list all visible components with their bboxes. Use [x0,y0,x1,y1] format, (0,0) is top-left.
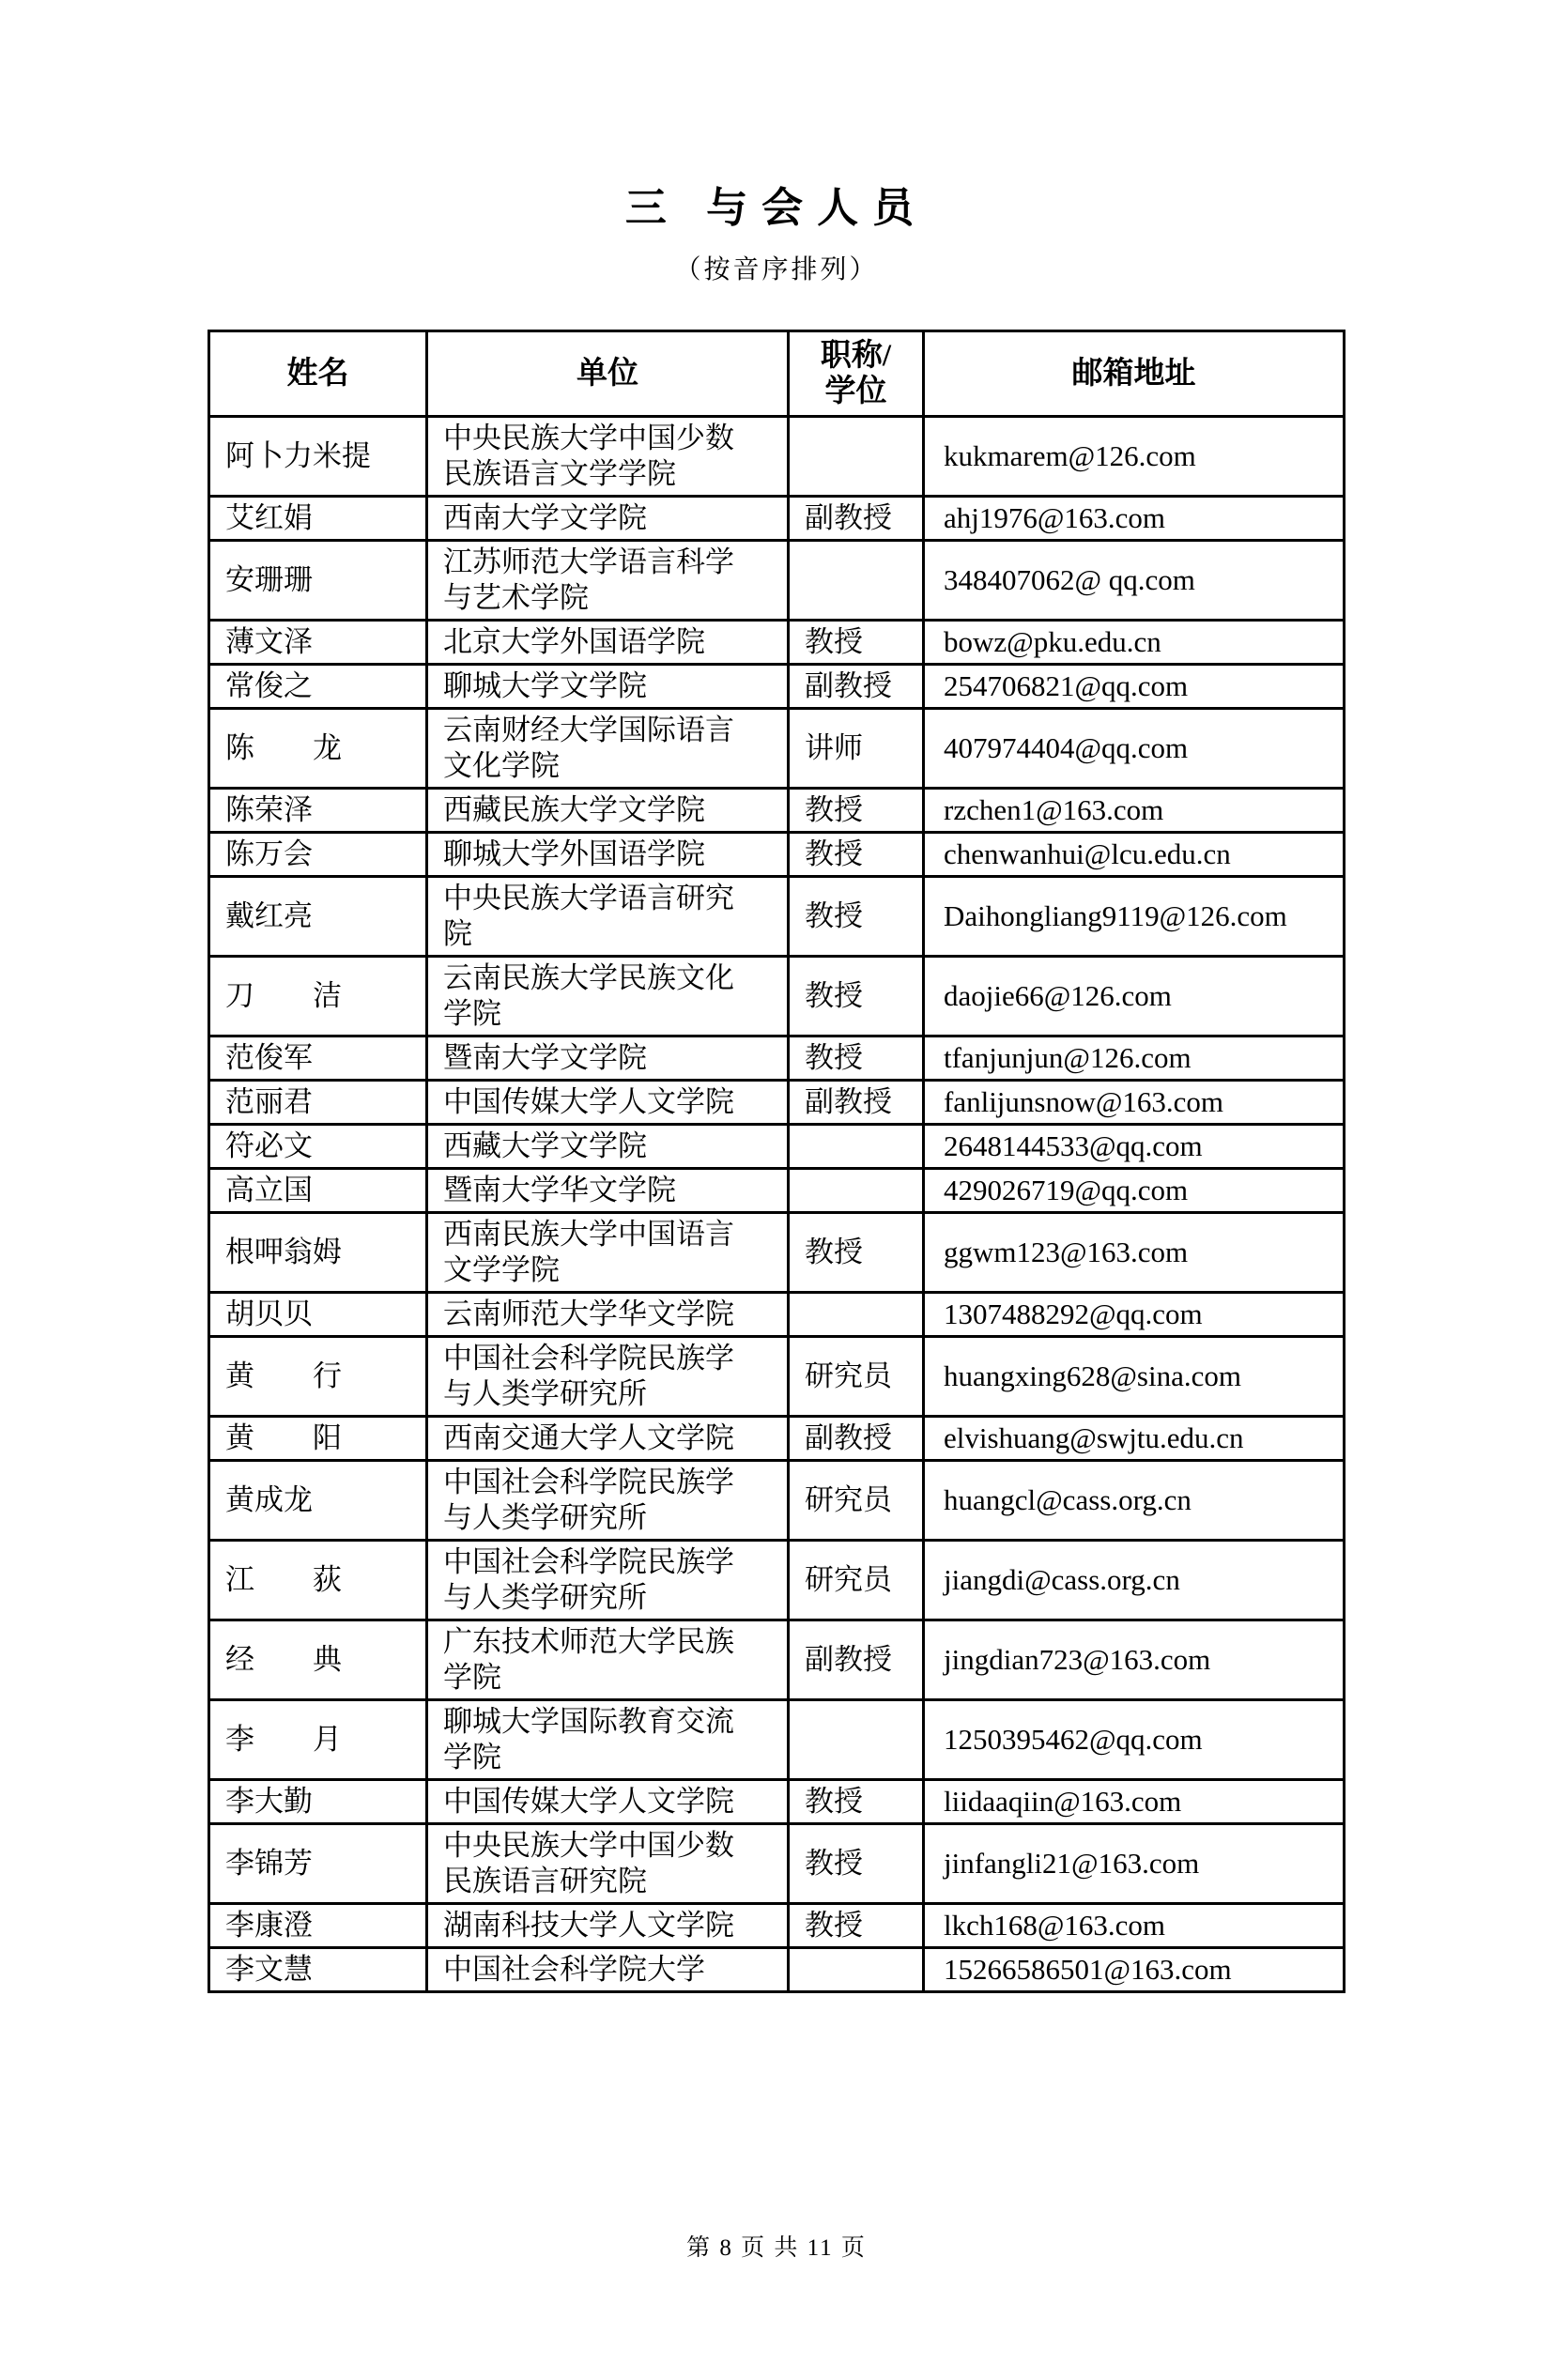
col-header-title-line2: 学位 [824,374,887,408]
attendee-title: 副教授 [789,664,924,708]
table-row [209,1947,1345,1991]
attendee-title: 教授 [789,1779,924,1823]
attendee-title: 副教授 [789,1080,924,1124]
attendee-title: 教授 [789,1823,924,1903]
table-row [209,1080,1345,1124]
attendee-title [789,1168,924,1212]
attendee-title: 教授 [789,1903,924,1947]
attendee-title [789,1292,924,1336]
table-row [209,1416,1345,1460]
attendee-email: tfanjunjun@126.com [924,1036,1345,1080]
table-row [209,1336,1345,1416]
table-row [209,496,1345,540]
attendee-title: 教授 [789,1036,924,1080]
attendee-name: 范俊军 [209,1036,427,1080]
attendee-title: 副教授 [789,1620,924,1699]
table-row [209,1292,1345,1336]
table-row [209,1699,1345,1779]
attendee-email: lkch168@163.com [924,1903,1345,1947]
attendee-email: 429026719@qq.com [924,1168,1345,1212]
attendee-unit: 中央民族大学语言研究院 [427,876,789,956]
attendee-table-body [209,416,1345,1991]
attendee-unit: 北京大学外国语学院 [427,620,789,664]
col-header-email: 邮箱地址 [924,330,1345,416]
attendee-title: 研究员 [789,1540,924,1620]
attendee-email: elvishuang@swjtu.edu.cn [924,1416,1345,1460]
attendee-title [789,540,924,620]
attendee-title: 教授 [789,620,924,664]
table-row [209,540,1345,620]
attendee-unit: 聊城大学外国语学院 [427,832,789,876]
attendee-name: 常俊之 [209,664,427,708]
table-row [209,1620,1345,1699]
attendee-title [789,1947,924,1991]
attendee-name: 李 月 [209,1699,427,1779]
table-row [209,1460,1345,1540]
attendee-unit: 西南民族大学中国语言文学学院 [427,1212,789,1292]
attendee-name: 符必文 [209,1124,427,1168]
col-header-title-degree [789,330,924,416]
attendee-title: 教授 [789,832,924,876]
table-row [209,1124,1345,1168]
attendee-name: 高立国 [209,1168,427,1212]
col-header-name: 姓名 [209,330,427,416]
attendee-unit: 中央民族大学中国少数民族语言文学学院 [427,416,789,496]
attendee-unit: 中国社会科学院民族学与人类学研究所 [427,1336,789,1416]
attendee-email: 1250395462@qq.com [924,1699,1345,1779]
table-row [209,1168,1345,1212]
attendee-email: jinfangli21@163.com [924,1823,1345,1903]
attendee-unit: 中国社会科学院民族学与人类学研究所 [427,1460,789,1540]
attendee-table-header [209,330,1345,416]
attendee-name: 黄 行 [209,1336,427,1416]
page-title: 三 与会人员 [624,185,929,231]
attendee-email: ahj1976@163.com [924,496,1345,540]
attendee-name: 经 典 [209,1620,427,1699]
header-row [209,330,1345,416]
attendee-email: liidaaqiin@163.com [924,1779,1345,1823]
attendee-name: 黄成龙 [209,1460,427,1540]
attendee-name: 陈荣泽 [209,788,427,832]
table-row [209,876,1345,956]
table-row [209,1212,1345,1292]
attendee-title: 副教授 [789,1416,924,1460]
attendee-unit: 云南财经大学国际语言文化学院 [427,708,789,788]
table-row [209,416,1345,496]
table-row [209,1823,1345,1903]
attendee-email: 348407062@ qq.com [924,540,1345,620]
attendee-name: 江 荻 [209,1540,427,1620]
attendee-title: 研究员 [789,1460,924,1540]
attendee-name: 李康澄 [209,1903,427,1947]
attendee-unit: 中国社会科学院大学 [427,1947,789,1991]
attendee-email: rzchen1@163.com [924,788,1345,832]
attendee-email: chenwanhui@lcu.edu.cn [924,832,1345,876]
page-number: 第 8 页 共 11 页 [686,2235,867,2261]
attendee-title: 教授 [789,956,924,1036]
table-row [209,664,1345,708]
table-row [209,1540,1345,1620]
attendee-name: 李锦芳 [209,1823,427,1903]
attendee-title [789,1124,924,1168]
page-subtitle: （按音序排列） [674,254,879,284]
attendee-table [208,330,1345,1993]
attendee-name: 戴红亮 [209,876,427,956]
attendee-name: 薄文泽 [209,620,427,664]
table-row [209,1903,1345,1947]
attendee-unit: 湖南科技大学人文学院 [427,1903,789,1947]
attendee-email: jingdian723@163.com [924,1620,1345,1699]
attendee-name: 根呷翁姆 [209,1212,427,1292]
attendee-unit: 西南大学文学院 [427,496,789,540]
attendee-email: ggwm123@163.com [924,1212,1345,1292]
attendee-unit: 云南民族大学民族文化学院 [427,956,789,1036]
attendee-unit: 聊城大学文学院 [427,664,789,708]
attendee-name: 李文慧 [209,1947,427,1991]
attendee-email: daojie66@126.com [924,956,1345,1036]
attendee-email: fanlijunsnow@163.com [924,1080,1345,1124]
attendee-unit: 中央民族大学中国少数民族语言研究院 [427,1823,789,1903]
attendee-name: 范丽君 [209,1080,427,1124]
table-row [209,1036,1345,1080]
table-row [209,956,1345,1036]
attendee-email: Daihongliang9119@126.com [924,876,1345,956]
col-header-unit: 单位 [427,330,789,416]
attendee-name: 李大勤 [209,1779,427,1823]
attendee-email: huangxing628@sina.com [924,1336,1345,1416]
attendee-name: 艾红娟 [209,496,427,540]
attendee-title [789,416,924,496]
table-row [209,788,1345,832]
attendee-unit: 中国传媒大学人文学院 [427,1779,789,1823]
attendee-title: 研究员 [789,1336,924,1416]
table-row [209,620,1345,664]
attendee-title: 教授 [789,788,924,832]
attendee-unit: 西藏大学文学院 [427,1124,789,1168]
attendee-title: 副教授 [789,496,924,540]
table-row [209,832,1345,876]
attendee-unit: 中国传媒大学人文学院 [427,1080,789,1124]
attendee-email: bowz@pku.edu.cn [924,620,1345,664]
attendee-unit: 西南交通大学人文学院 [427,1416,789,1460]
attendee-unit: 江苏师范大学语言科学与艺术学院 [427,540,789,620]
attendee-name: 安珊珊 [209,540,427,620]
attendee-name: 阿卜力米提 [209,416,427,496]
attendee-name: 胡贝贝 [209,1292,427,1336]
attendee-title: 教授 [789,1212,924,1292]
attendee-unit: 暨南大学华文学院 [427,1168,789,1212]
attendee-email: 1307488292@qq.com [924,1292,1345,1336]
attendee-unit: 中国社会科学院民族学与人类学研究所 [427,1540,789,1620]
attendee-name: 刀 洁 [209,956,427,1036]
attendee-email: 407974404@qq.com [924,708,1345,788]
attendee-name: 陈 龙 [209,708,427,788]
table-row [209,1779,1345,1823]
attendee-email: jiangdi@cass.org.cn [924,1540,1345,1620]
attendee-email: huangcl@cass.org.cn [924,1460,1345,1540]
attendee-email: 2648144533@qq.com [924,1124,1345,1168]
table-row [209,708,1345,788]
attendee-name: 黄 阳 [209,1416,427,1460]
attendee-unit: 聊城大学国际教育交流学院 [427,1699,789,1779]
attendee-email: 254706821@qq.com [924,664,1345,708]
attendee-title: 讲师 [789,708,924,788]
attendee-title: 教授 [789,876,924,956]
attendee-unit: 西藏民族大学文学院 [427,788,789,832]
attendee-name: 陈万会 [209,832,427,876]
attendee-email: 15266586501@163.com [924,1947,1345,1991]
attendee-title [789,1699,924,1779]
attendee-unit: 暨南大学文学院 [427,1036,789,1080]
attendee-unit: 云南师范大学华文学院 [427,1292,789,1336]
attendee-email: kukmarem@126.com [924,416,1345,496]
col-header-title-line1: 职称/ [820,338,892,373]
attendee-unit: 广东技术师范大学民族学院 [427,1620,789,1699]
